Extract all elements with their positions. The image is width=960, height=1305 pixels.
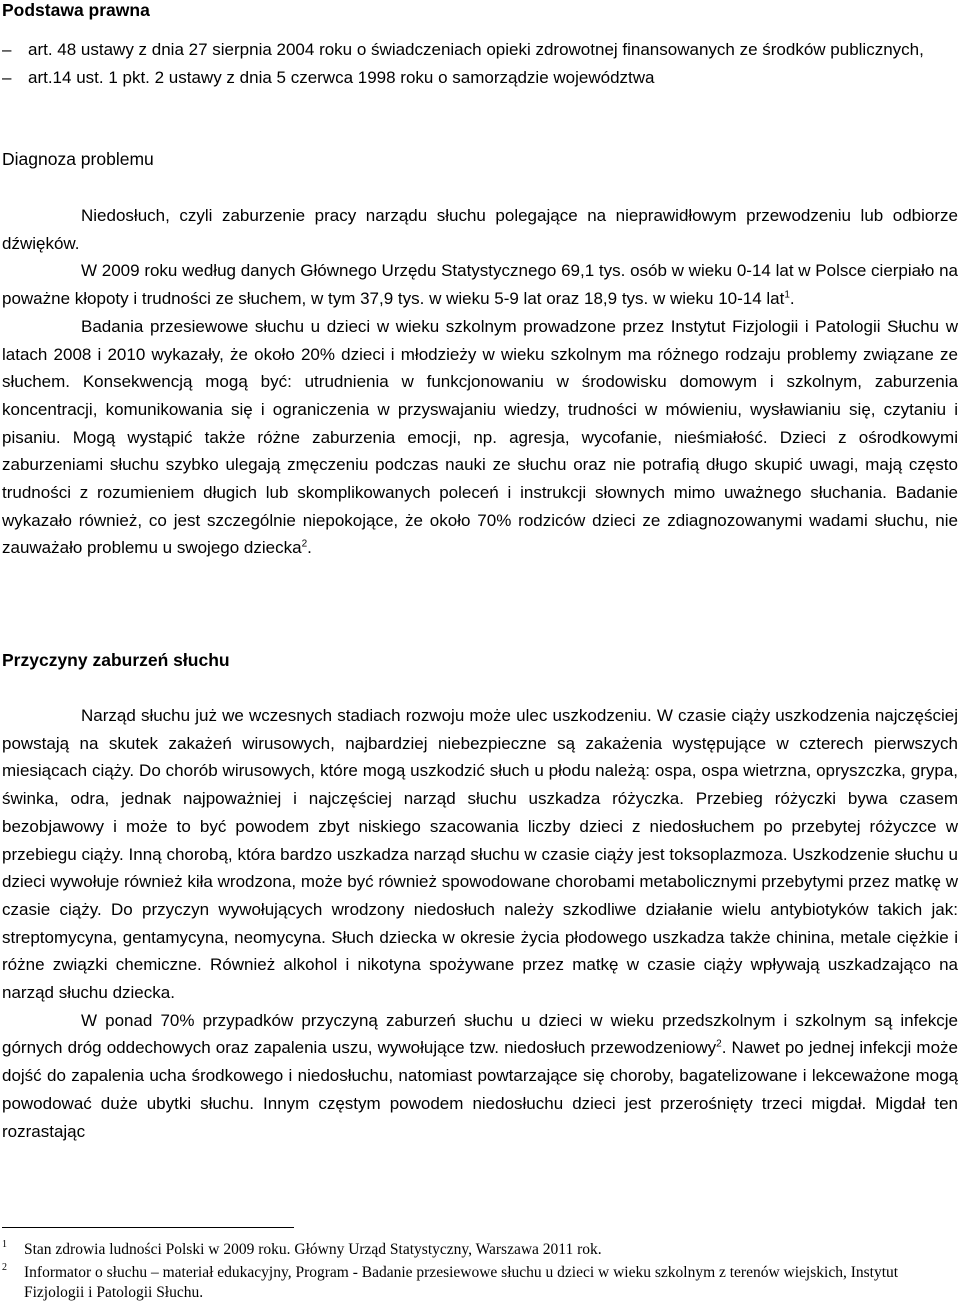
heading-causes: Przyczyny zaburzeń słuchu	[2, 650, 230, 670]
footnote-text: Informator o słuchu – materiał edukacyjny, Program - Badanie przesiewowe słuchu u dzieci w wieku szkolnym z terenów wiejskich, Instytut Fizjologii i Patologii Słuchu.	[24, 1264, 899, 1301]
list-item	[0, 36, 958, 64]
paragraph: Narząd słuchu już we wczesnych stadiach rozwoju może ulec uszkodzeniu. W czasie ciąży uszkodzenia najczęściej powstają na skutek zakażeń wirusowych, najbardziej niebezpieczne są zakażenia występujące w czterech pierwszych miesiącach ciąży. Do chorób wirusowych, które mogą uszkodzić słuch u płodu należą: ospa, ospa wietrzna, opryszczka, grypa, świnka, odra, jednak najpoważniej i najczęściej narząd słuchu uszkadza różyczka. Przebieg różyczki bywa czasem bezobjawowy i może to być powodem zbyt niskiego szacowania liczby dzieci z niedosłuchem po przebytej różyczce w przebiegu ciąży. Inną chorobą, która bardzo uszkadza narząd słuchu w czasie ciąży jest toksoplazmoza. Uszkodzenie słuchu u dzieci wywołuje również kiła wrodzona, może być również spowodowane chorobami metabolicznymi przebytymi przez matkę w czasie ciąży. Do przyczyn wywołujących wrodzony niedosłuch należy szkodliwe działanie wielu antybiotyków takich jak: streptomycyna, gentamycyna, neomycyna. Słuch dziecka w okresie życia płodowego uszkadza także chinina, metale ciężkie i różne związki chemiczne. Również alkohol i nikotyna spożywane przez matkę w czasie ciąży wpływają uszkadzająco na narząd słuchu dziecka.	[2, 706, 958, 1003]
legal-basis-list	[0, 36, 958, 92]
list-item-text: art. 48 ustawy z dnia 27 sierpnia 2004 roku o świadczeniach opieki zdrowotnej finansowanych ze środków publicznych,	[28, 40, 924, 59]
paragraph-text: . Nawet po jednej infekcji może dojść do zapalenia ucha środkowego i niedosłuchu, natomiast powtarzające się choroby, bagatelizowane i lekceważone mogą powodować duże ubytki słuchu. Innym częstym powodem niedosłuchu dzieci jest przerośnięty trzeci migdał. Migdał ten rozrastając	[2, 1038, 958, 1141]
paragraph-end: .	[789, 289, 795, 309]
paragraph	[2, 257, 958, 312]
footnote-ref: 2	[716, 1038, 722, 1050]
footnote-1	[2, 1239, 954, 1260]
heading-legal-basis: Podstawa prawna	[2, 0, 150, 20]
footnote-text: Stan zdrowia ludności Polski w 2009 roku. Główny Urząd Statystyczny, Warszawa 2011 rok.	[24, 1241, 602, 1258]
footnote-number: 2	[2, 1262, 7, 1273]
list-item	[0, 64, 958, 92]
footnote-separator	[2, 1227, 294, 1228]
footnote-number: 1	[2, 1239, 7, 1250]
diagnosis-section	[2, 202, 958, 562]
paragraph-text: W ponad 70% przypadków przyczyną zaburzeń słuchu u dzieci w wieku przedszkolnym i szkolnym są infekcje górnych dróg oddechowych oraz zapalenia uszu, wywołujące tzw. niedosłuch przewodzeniowy	[2, 1010, 958, 1058]
footnote-ref: 2	[301, 538, 308, 550]
paragraph	[2, 1007, 958, 1146]
paragraph-text: W 2009 roku według danych Głównego Urzędu Statystycznego 69,1 tys. osób w wieku 0-14 lat w Polsce cierpiało na poważne kłopoty i trudności ze słuchem, w tym 37,9 tys. w wieku 5-9 lat oraz 18,9 tys. w wieku 10-14 lat	[2, 261, 958, 309]
heading-diagnosis: Diagnoza problemu	[2, 149, 154, 169]
paragraph-end: .	[307, 538, 312, 558]
dash-bullet: –	[2, 68, 12, 87]
paragraph-text: Badania przesiewowe słuchu u dzieci w wieku szkolnym prowadzone przez Instytut Fizjologii i Patologii Słuchu w latach 2008 i 2010 wykazały, że około 20% dzieci i młodzieży w wieku szkolnym ma różnego rodzaju problemy związane ze słuchem. Konsekwencją mogą być: utrudnienia w funkcjonowaniu w środowisku domowym i szkolnym, zaburzenia koncentracji, komunikowania się i ograniczenia w przyswajaniu wiedzy, trudności w mówieniu, wysławianiu się, czytaniu i pisaniu. Mogą wystąpić także różne zaburzenia emocji, np. agresja, wycofanie, nieśmiałość. Dzieci z ośrodkowymi zaburzeniami słuchu szybko ulegają zmęczeniu podczas nauki ze słuchu oraz nie potrafią długo skupić uwagi, mają często trudności z rozumieniem długich lub skomplikowanych poleceń i instrukcji słownych mimo uważnego słuchania. Badanie wykazało również, co jest szczególnie niepokojące, że około 70% rodziców dzieci ze zdiagnozowanymi wadami słuchu, nie zauważało problemu u swojego dziecka	[2, 316, 958, 558]
dash-bullet: –	[2, 40, 12, 59]
paragraph: Niedosłuch, czyli zaburzenie pracy narządu słuchu polegające na nieprawidłowym przewodzeniu lub odbiorze dźwięków.	[2, 206, 958, 253]
footnote-2	[2, 1262, 954, 1303]
paragraph	[2, 313, 958, 562]
list-item-text: art.14 ust. 1 pkt. 2 ustawy z dnia 5 czerwca 1998 roku o samorządzie województwa	[28, 68, 655, 87]
causes-section	[2, 702, 958, 1145]
footnote-ref: 1	[784, 289, 790, 301]
